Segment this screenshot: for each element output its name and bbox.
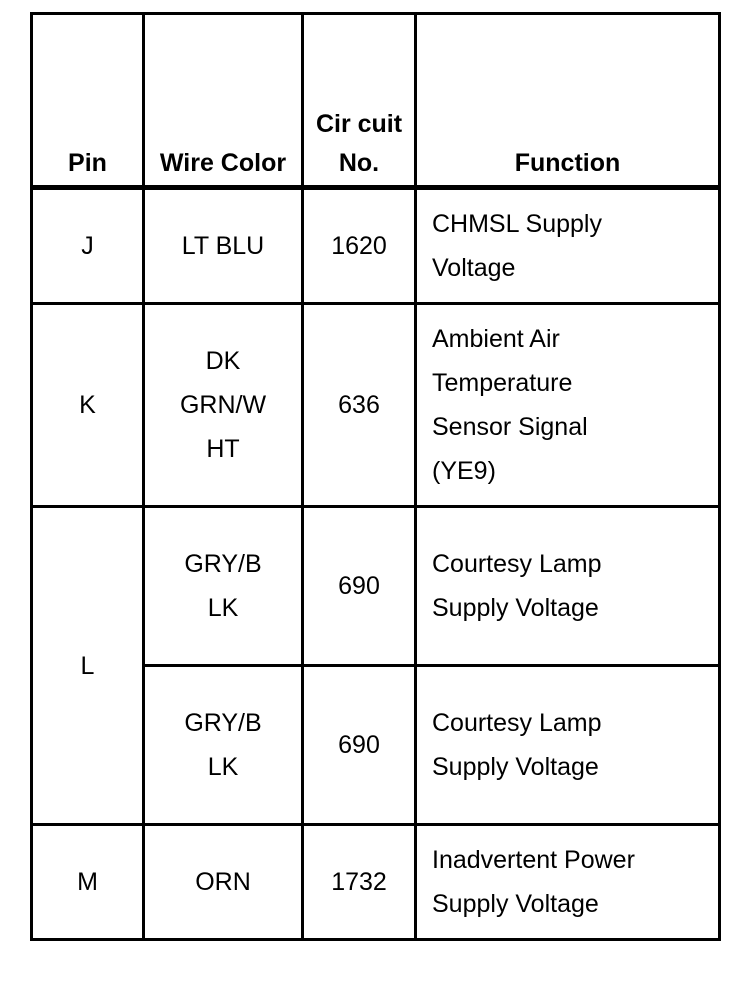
table-row bbox=[32, 507, 720, 666]
pin-cell: J bbox=[32, 188, 144, 304]
function-cell: Inadvertent Power Supply Voltage bbox=[416, 825, 720, 940]
header-function: Function bbox=[416, 14, 720, 188]
wire-color-cell: ORN bbox=[144, 825, 303, 940]
header-row bbox=[32, 14, 720, 188]
circuit-no-cell: 690 bbox=[303, 666, 416, 825]
wire-color-cell: DK GRN/W HT bbox=[144, 304, 303, 507]
table-row bbox=[32, 304, 720, 507]
table-row bbox=[32, 188, 720, 304]
circuit-no-cell: 1732 bbox=[303, 825, 416, 940]
function-cell: CHMSL Supply Voltage bbox=[416, 188, 720, 304]
function-cell: Courtesy Lamp Supply Voltage bbox=[416, 507, 720, 666]
wire-color-cell: GRY/B LK bbox=[144, 507, 303, 666]
pin-cell: K bbox=[32, 304, 144, 507]
pinout-table bbox=[30, 12, 721, 941]
circuit-no-cell: 1620 bbox=[303, 188, 416, 304]
function-cell: Ambient Air Temperature Sensor Signal (YE9) bbox=[416, 304, 720, 507]
pin-cell: M bbox=[32, 825, 144, 940]
circuit-no-cell: 690 bbox=[303, 507, 416, 666]
table-row bbox=[32, 825, 720, 940]
header-wire-color: Wire Color bbox=[144, 14, 303, 188]
circuit-no-cell: 636 bbox=[303, 304, 416, 507]
wire-color-cell: GRY/B LK bbox=[144, 666, 303, 825]
pin-cell: L bbox=[32, 507, 144, 825]
function-cell: Courtesy Lamp Supply Voltage bbox=[416, 666, 720, 825]
header-pin: Pin bbox=[32, 14, 144, 188]
wire-color-cell: LT BLU bbox=[144, 188, 303, 304]
header-circuit-no: Cir cuit No. bbox=[303, 14, 416, 188]
